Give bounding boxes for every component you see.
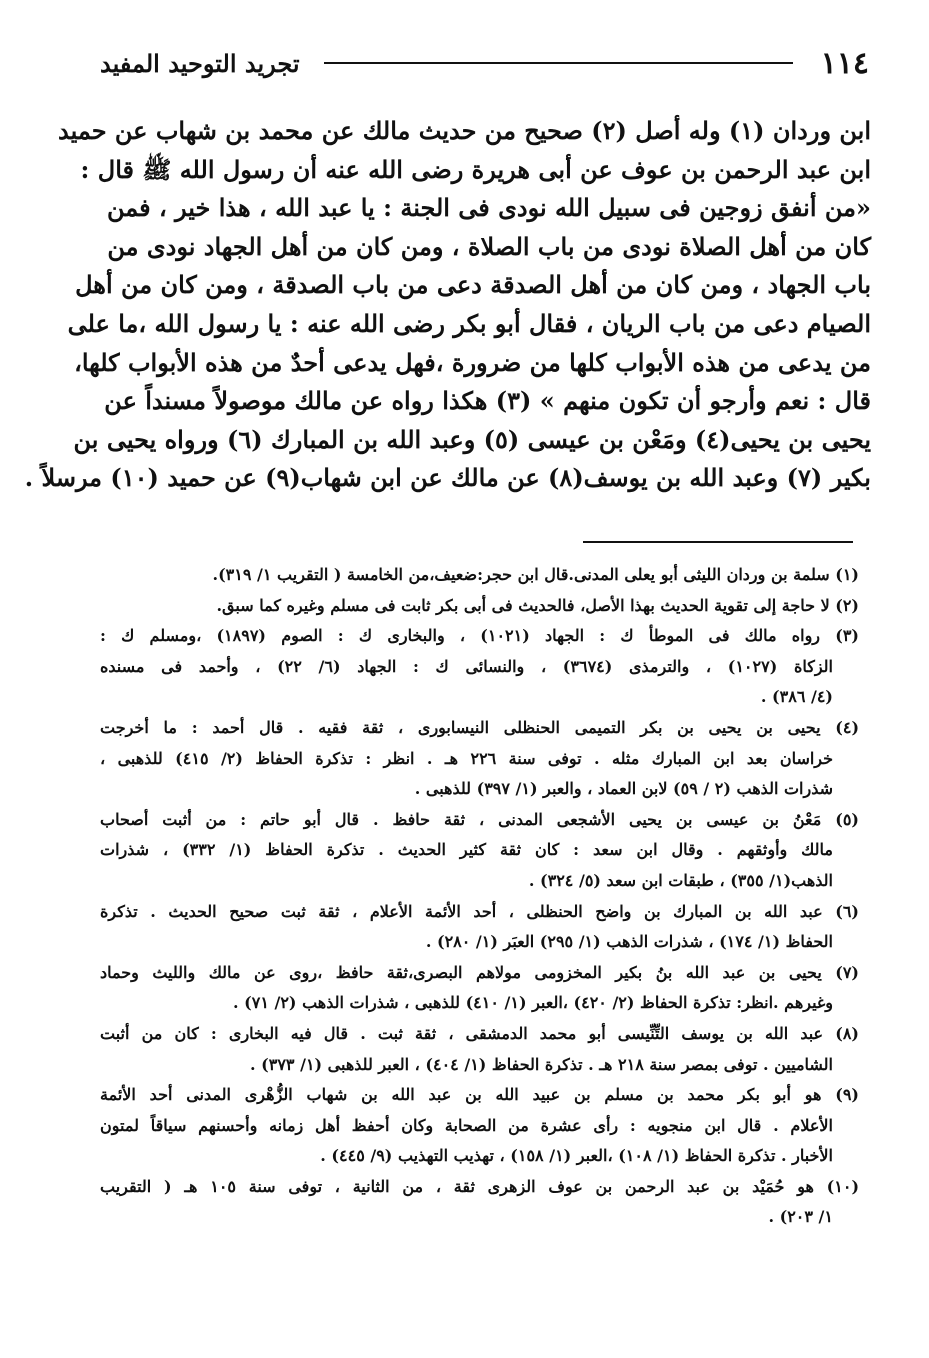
footnote-line: (٧) يحيى بن عبد الله بنُ بكير المخزومى مولاهم البصرى،ثقة حافظ ،روى عن مالك والليث وحماد bbox=[100, 962, 859, 982]
footnote-line: ١/ ٢٠٣) . bbox=[768, 1207, 833, 1227]
main-text-line: ابن وردان (١) وله أصل (٢) صحيح من حديث مالك عن محمد بن شهاب عن حميد bbox=[57, 116, 871, 145]
footnote-line: (٩) هو أبو بكر محمد بن مسلم بن عبيد الله بن عبد الله بن شهاب الزُّهْرى المدنى أحد الأئمة bbox=[100, 1085, 859, 1105]
footnote-line: (١٠) هو حُمَيْد بن عبد الرحمن بن عوف الزهرى ثقة ، من الثانية ، توفى سنة ١٠٥ هـ ( التقريب bbox=[100, 1176, 860, 1196]
footnote-line: شذرات الذهب (٢ / ٥٩) لابن العماد ، والعبر (١/ ٣٩٧) للذهبى . bbox=[414, 779, 833, 799]
main-text-line: الصيام دعى من باب الريان ، فقال أبو بكر رضى الله عنه : يا رسول الله ،ما على bbox=[67, 308, 871, 338]
footnote-6 bbox=[100, 897, 859, 958]
footnote-line: الحفاظ (١/ ١٧٤) ، شذرات الذهب (١/ ٢٩٥) العبَر (١/ ٢٨٠) . bbox=[425, 932, 833, 952]
page-header bbox=[100, 38, 869, 88]
footnote-2 bbox=[100, 591, 859, 622]
main-text bbox=[24, 112, 871, 498]
header-rule bbox=[324, 62, 793, 64]
footnote-line: (٨) عبد الله بن يوسف التِّنِّيسى أبو محمد الدمشقى ، ثقة ثبت . قال فيه البخارى : كان من أثبت bbox=[100, 1023, 859, 1043]
footnote-line: (٢) لا حاجة إلى تقوية الحديث بهذا الأصل، فالحديث فى أبى بكر ثابت فى مسلم وغيره كما سبق. bbox=[216, 595, 859, 615]
footnote-9 bbox=[100, 1080, 859, 1172]
footnote-line: وغيرهم .انظر: تذكرة الحفاظ (٢/ ٤٢٠) ،العبر (١/ ٤١٠) للذهبى ، شذرات الذهب (٢/ ٧١) . bbox=[233, 993, 833, 1013]
footnote-4 bbox=[100, 713, 859, 805]
footnote-7 bbox=[100, 958, 859, 1019]
footnote-1 bbox=[100, 560, 859, 591]
footnote-line: (٣) رواه مالك فى الموطأ ك : الجهاد (١٠٢١) ، والبخارى ك : الصوم (١٨٩٧) ،ومسلم ك : bbox=[100, 626, 859, 646]
main-text-line: قال : نعم وأرجو أن تكون منهم » (٣) هكذا رواه عن مالك موصولاً مسنداً عن bbox=[104, 386, 871, 416]
footnote-line: (٦) عبد الله بن المبارك بن واضح الحنظلى ، أحد الأئمة الأعلام ، ثقة ثبت صحيح الحديث . تذكرة bbox=[100, 901, 859, 921]
footnote-line: الزكاة (١٠٢٧) ، والترمذى (٣٦٧٤) ، والنسائى ك : الجهاد (٦/ ٢٢) ، وأحمد فى مسنده bbox=[100, 656, 833, 676]
footnote-line: الشاميين . توفى بمصر سنة ٢١٨ هـ . تذكرة الحفاظ (١/ ٤٠٤) ، العبر للذهبى (١/ ٣٧٣) . bbox=[250, 1054, 833, 1074]
footnote-3 bbox=[100, 621, 859, 713]
main-text-line: باب الجهاد ، ومن كان من أهل الصدقة دعى من باب الصدقة ، ومن كان من أهل bbox=[75, 270, 871, 300]
main-text-line: كان من أهل الصلاة نودى من باب الصلاة ، ومن كان من أهل الجهاد نودى من bbox=[107, 231, 871, 261]
footnote-line: (٤/ ٣٨٦) . bbox=[760, 687, 833, 707]
main-text-line: ابن عبد الرحمن بن عوف عن أبى هريرة رضى الله عنه أن رسول الله ﷺ قال : bbox=[80, 154, 871, 184]
footnotes bbox=[100, 560, 859, 1233]
footnote-line: (١) سلمة بن وردان الليثى أبو يعلى المدنى.قال ابن حجر:ضعيف،من الخامسة ( التقريب ١/ ٣١٩). bbox=[212, 565, 859, 584]
main-text-line: يحيى بن يحيى(٤) ومَعْن بن عيسى (٥) وعبد الله بن المبارك (٦) ورواه يحيى بن bbox=[73, 424, 871, 454]
footnote-separator bbox=[583, 541, 853, 543]
page-number: ١١٤ bbox=[820, 45, 869, 81]
footnote-line: مالك وأوثقهم . وقال ابن سعد : كان ثقة كثير الحديث . تذكرة الحفاظ (١/ ٣٣٢) ، شذرات bbox=[100, 840, 833, 860]
footnote-line: خراسان بعد ابن المبارك مثله . توفى سنة ٢٢٦ هـ . انظر : تذكرة الحفاظ (٢/ ٤١٥) للذهبى ، bbox=[100, 748, 834, 768]
main-text-line: من يدعى من هذه الأبواب كلها من ضرورة ،فهل يدعى أحدٌ من هذه الأبواب كلها، bbox=[74, 347, 871, 377]
footnote-line: الذهب(١/ ٣٥٥) ، طبقات ابن سعد (٥/ ٣٢٤) . bbox=[528, 870, 833, 890]
footnote-8 bbox=[100, 1019, 859, 1080]
running-title: تجريد التوحيد المفيد bbox=[100, 48, 300, 78]
footnote-10 bbox=[100, 1172, 859, 1233]
main-text-line: «من أنفق زوجين فى سبيل الله نودى فى الجنة : يا عبد الله ، هذا خير ، فمن bbox=[106, 193, 871, 223]
footnote-line: الأخبار . تذكرة الحفاظ (١/ ١٠٨) ،العبر (١/ ١٥٨) ، تهذيب التهذيب (٩/ ٤٤٥) . bbox=[320, 1146, 833, 1166]
footnote-line: (٤) يحيى بن يحيى بن بكر التميمى الحنظلى النيسابورى ، ثقة فقيه . قال أحمد : ما أخرجت bbox=[100, 717, 860, 737]
main-text-line: بكير (٧) وعبد الله بن يوسف(٨) عن مالك عن ابن شهاب(٩) عن حميد (١٠) مرسلاً . bbox=[24, 463, 871, 493]
footnote-line: (٥) مَعْنُ بن عيسى بن يحيى الأشجعى المدنى ، ثقة حافظ . قال أبو حاتم : من أثبت أصحاب bbox=[100, 809, 859, 829]
footnote-5 bbox=[100, 805, 859, 897]
footnote-line: الأعلام . قال ابن منجويه : رأى عشرة من الصحابة وكان أحفظ أهل زمانه وأحسنهم سياقاً لمتون bbox=[100, 1115, 833, 1135]
